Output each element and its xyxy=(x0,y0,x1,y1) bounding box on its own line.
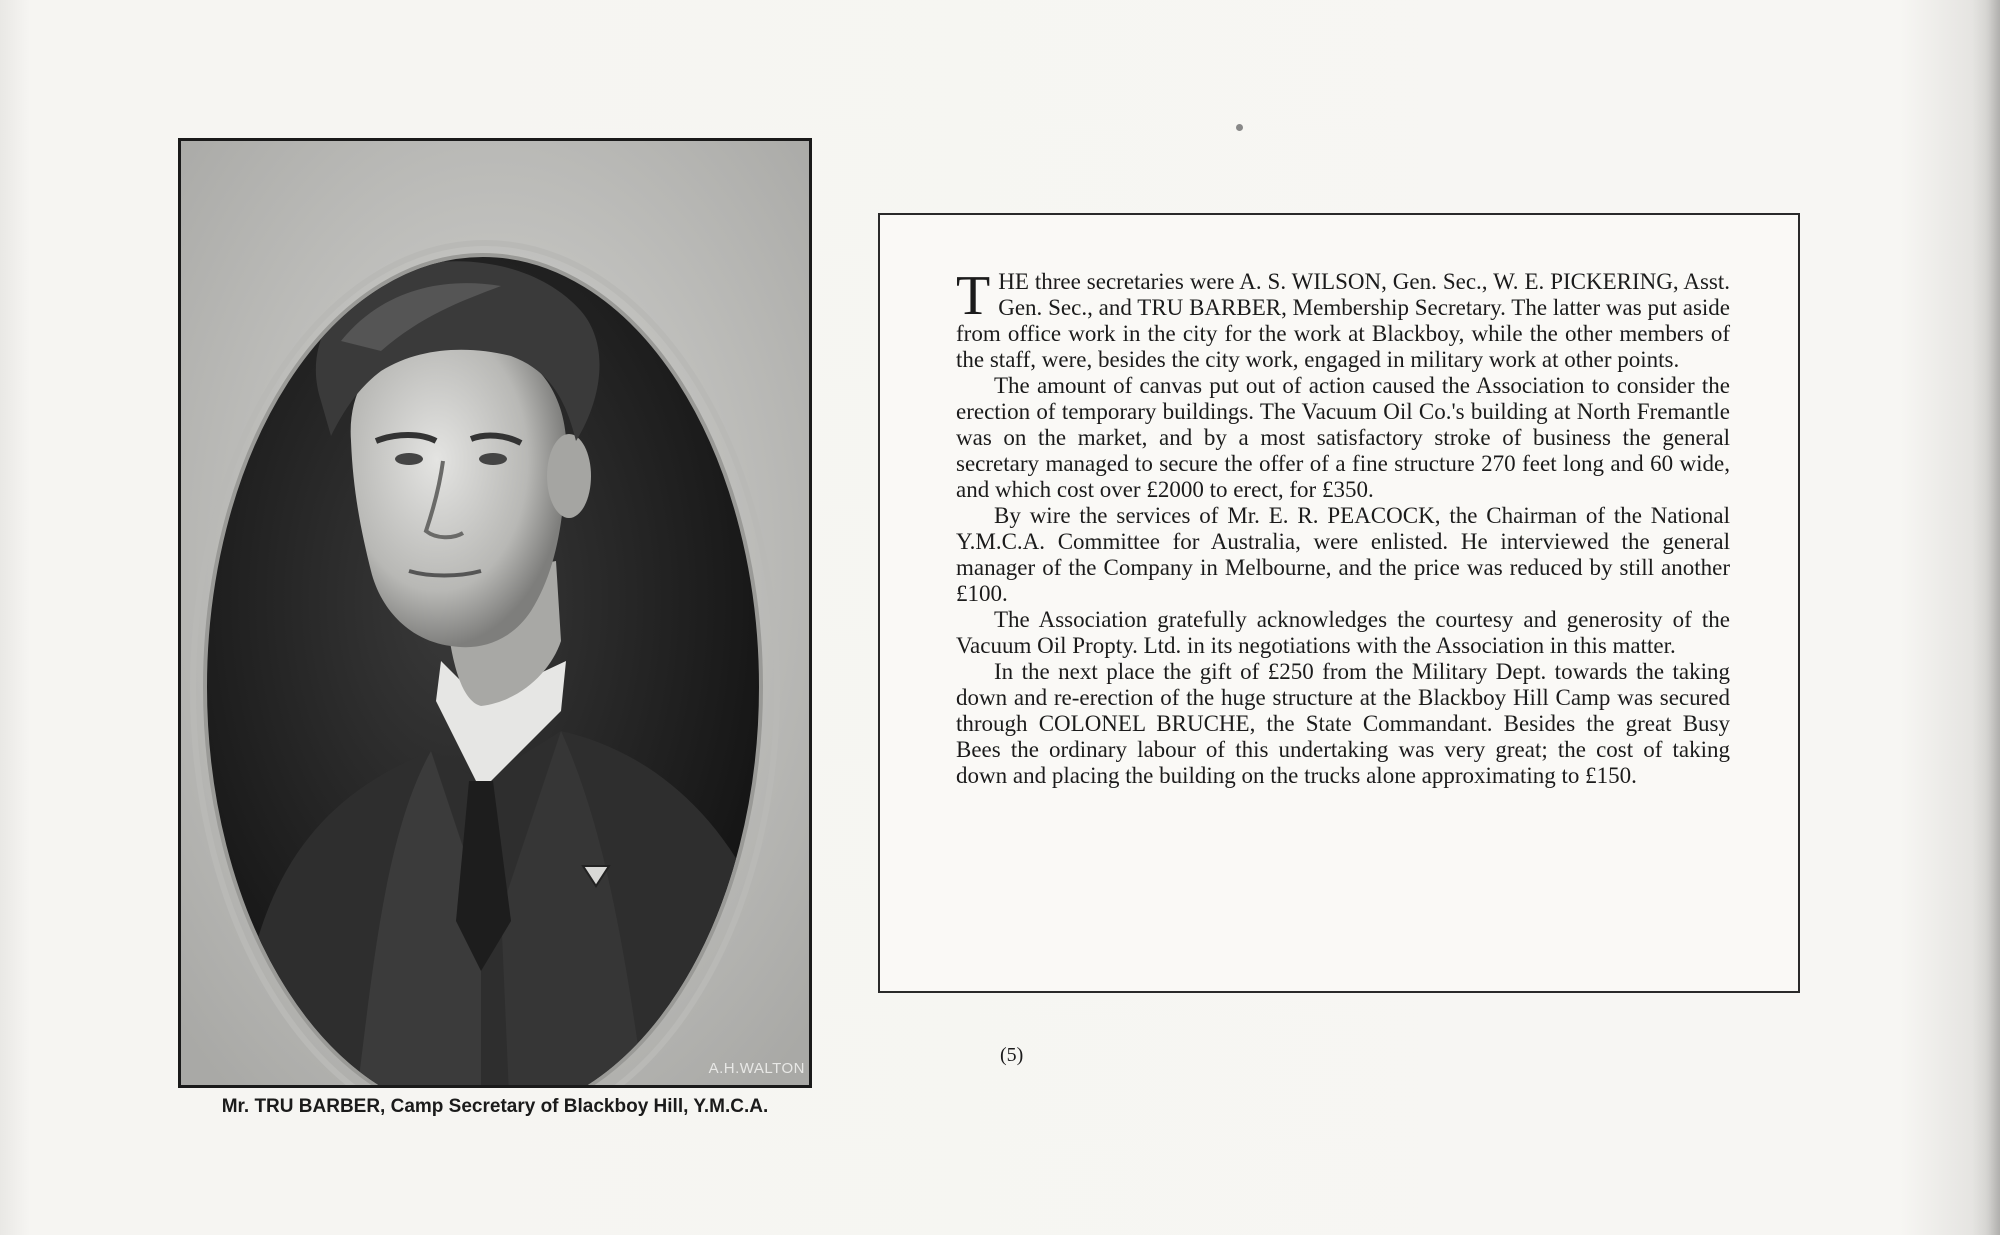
article-text xyxy=(956,265,1730,789)
page-edge-shadow xyxy=(1972,0,2000,1235)
paragraph-1 xyxy=(956,265,1730,373)
drop-cap: T xyxy=(956,265,991,327)
article-box xyxy=(878,213,1800,993)
photographer-credit: A.H.WALTON xyxy=(708,1060,805,1077)
paragraph-5: In the next place the gift of £250 from the Military Dept. towards the taking down and re-erection of the huge structure at the Blackboy Hill Camp was secured through COLONEL BRUCHE, the State Commandant. Besides the great Busy Bees the ordinary labour of this undertaking was very great; the cost of taking down and placing the building on the trucks alone approximating to £150. xyxy=(956,659,1730,788)
print-speck xyxy=(1236,124,1243,131)
page-number: (5) xyxy=(1000,1044,1024,1066)
portrait-illustration xyxy=(181,141,809,1085)
paragraph-3: By wire the services of Mr. E. R. PEACOCK, the Chairman of the National Y.M.C.A. Committee for Australia, were enlisted. He interviewed the general manager of the Company in Melbourne, and the price was reduced by still another £100. xyxy=(956,503,1730,606)
paragraph-4: The Association gratefully acknowledges the courtesy and generosity of the Vacuum Oil Propty. Ltd. in its negotiations with the Association in this matter. xyxy=(956,607,1730,658)
portrait-photo xyxy=(178,138,812,1088)
photo-caption: Mr. TRU BARBER, Camp Secretary of Blackboy Hill, Y.M.C.A. xyxy=(221,1096,769,1117)
paragraph-2: The amount of canvas put out of action caused the Association to consider the erection of temporary buildings. The Vacuum Oil Co.'s building at North Fremantle was on the market, and by a most satisfactory stroke of business the general secretary managed to secure the offer of a fine structure 270 feet long and 60 wide, and which cost over £2000 to erect, for £350. xyxy=(956,373,1730,502)
paragraph-1-text: HE three secretaries were A. S. WILSON, Gen. Sec., W. E. PICKERING, Asst. Gen. Sec., and TRU BARBER, Membership Secretary. The latter was put aside from office work in the city for the work at Blackboy, while the other members of the staff, were, besides the city work, engaged in military work at other points. xyxy=(956,269,1730,372)
